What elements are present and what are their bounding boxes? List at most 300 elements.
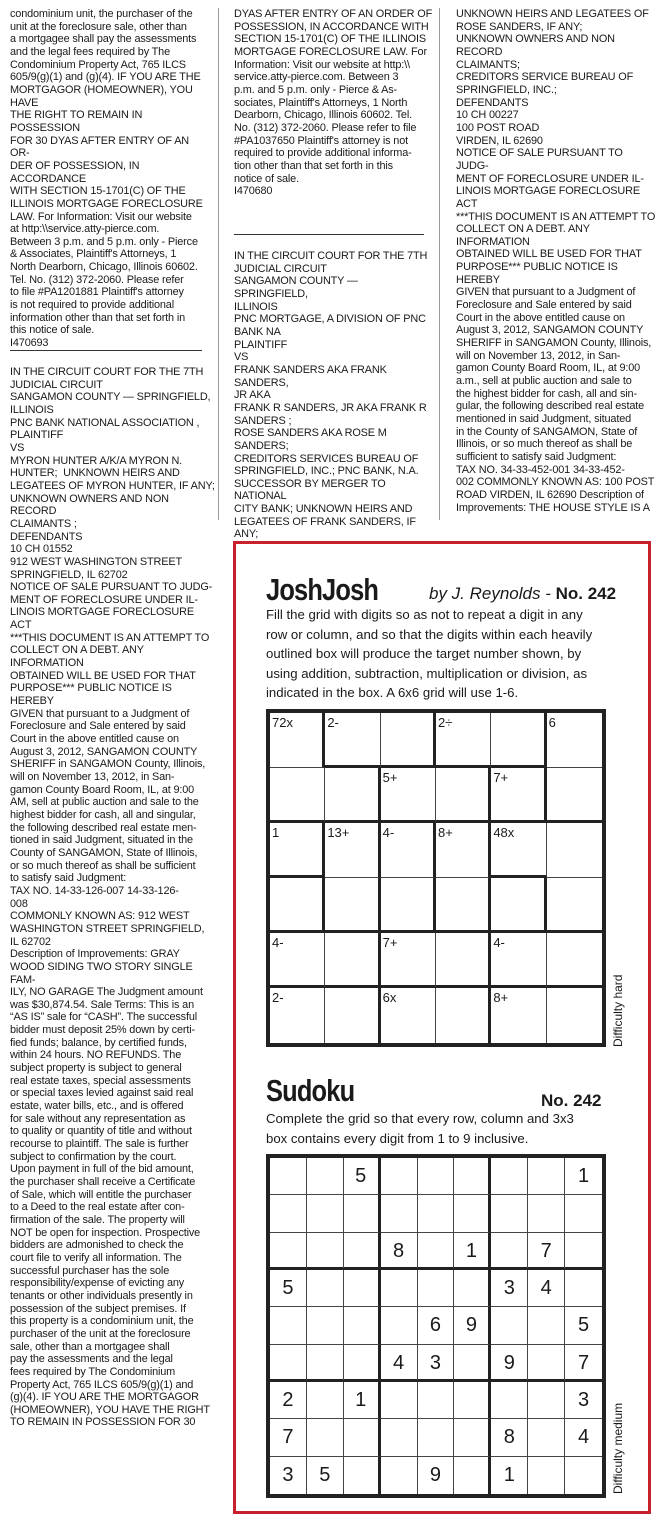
sudoku-cell[interactable]: 1 [454, 1233, 491, 1270]
legal-text-line: VS [234, 351, 249, 364]
sudoku-cell[interactable] [528, 1345, 565, 1382]
legal-text-line: notice of sale. [234, 172, 299, 185]
legal-text-line: bidders are admonished to check the [10, 1239, 184, 1252]
legal-text-line: condominium unit, the purchaser of the [10, 8, 193, 20]
sudoku-cell[interactable]: 9 [454, 1307, 491, 1344]
legal-text-line: 10 CH 01552 [10, 543, 73, 556]
legal-text-line: this notice of sale. [10, 324, 95, 337]
joshjosh-cell[interactable]: 5+ [381, 768, 436, 823]
legal-text-line: ROSE SANDERS AKA ROSE M SANDERS; [234, 427, 390, 452]
legal-text-line: sufficient to satisfy said Judgment: [456, 450, 617, 463]
legal-text-line: SUCCESSOR BY MERGER TO NATIONAL [234, 477, 389, 503]
joshjosh-cell[interactable]: 7+ [381, 933, 436, 988]
sudoku-cell[interactable] [491, 1307, 528, 1344]
joshjosh-grid [266, 709, 606, 1047]
legal-text-line: County of SANGAMON, State of Illinois, [10, 846, 198, 859]
legal-text-line: CITY BANK; UNKNOWN HEIRS AND [234, 503, 413, 516]
legal-text-line: IN THE CIRCUIT COURT FOR THE 7TH [234, 250, 428, 262]
joshjosh-cell[interactable] [436, 988, 491, 1043]
sudoku-cell[interactable] [565, 1457, 602, 1494]
joshjosh-cell[interactable]: 13+ [325, 823, 380, 878]
sudoku-cell[interactable]: 5 [344, 1158, 381, 1195]
joshjosh-cell[interactable] [436, 768, 491, 823]
sudoku-cell[interactable] [344, 1307, 381, 1344]
sudoku-cell[interactable] [270, 1307, 307, 1344]
legal-column-1-top [10, 8, 210, 350]
sudoku-cell[interactable]: 1 [565, 1158, 602, 1195]
legal-text-line: DER OF POSSESSION, IN ACCORDANCE [10, 159, 142, 185]
legal-text-line: CREDITORS SERVICES BUREAU OF [234, 452, 419, 465]
legal-text-line: estate, water bills, etc., and is offered [10, 1100, 184, 1113]
legal-text-line: JUDICIAL CIRCUIT [234, 262, 327, 275]
legal-text-line: Dearborn, Chicago, Illinois 60602. Tel. [234, 109, 412, 122]
sudoku-cell[interactable] [418, 1195, 455, 1232]
legal-text-line: TO REMAIN IN POSSESSION FOR 30 [10, 1416, 196, 1429]
legal-text-line: DEFENDANTS [10, 530, 83, 543]
legal-text-line: I470680 [234, 185, 273, 198]
legal-text-line: #PA1037650 Plaintiff's attorney is not [234, 134, 408, 147]
legal-column-3 [456, 8, 656, 514]
sudoku-cell[interactable] [528, 1195, 565, 1232]
joshjosh-cell[interactable] [436, 878, 491, 933]
sudoku-cell[interactable] [344, 1457, 381, 1494]
legal-text-line: No. (312) 372-2060. Please refer to file [234, 121, 417, 134]
legal-text-line: “AS IS” sale for “CASH”. The successful [10, 1011, 198, 1024]
sudoku-cell[interactable] [344, 1419, 381, 1456]
joshjosh-cell[interactable]: 2- [270, 988, 325, 1043]
legal-text-line: tenants or other individuals presently in [10, 1289, 193, 1302]
sudoku-number: No. 242 [541, 1091, 602, 1110]
legal-text-line: ILY, NO GARAGE The Judgment amount [10, 986, 203, 999]
legal-text-line: UNKNOWN OWNERS AND NON RECORD [10, 492, 172, 518]
puzzles-box [233, 541, 651, 1514]
sudoku-cell[interactable] [381, 1382, 418, 1419]
joshjosh-byline [429, 584, 616, 604]
legal-text-line: NOT be open for inspection. Prospective [10, 1226, 201, 1239]
legal-text-line: unit at the foreclosure sale, other than [10, 20, 187, 33]
sudoku-cell[interactable]: 4 [381, 1345, 418, 1382]
legal-text-line: POSSESSION, IN ACCORDANCE WITH [234, 20, 429, 33]
sudoku-cell[interactable]: 3 [418, 1345, 455, 1382]
joshjosh-cell[interactable]: 1 [270, 823, 325, 878]
sudoku-cell[interactable] [528, 1307, 565, 1344]
joshjosh-cell[interactable]: 4- [381, 823, 436, 878]
legal-text-line: August 3, 2012, SANGAMON COUNTY [10, 745, 198, 758]
legal-text-line: TAX NO. 34-33-452-001 34-33-452- [456, 463, 625, 476]
sudoku-cell[interactable]: 5 [565, 1307, 602, 1344]
sudoku-grid [266, 1154, 606, 1498]
legal-text-line: gular, the following described real estate [456, 400, 645, 413]
legal-text-line: LAW. For Information: Visit our website [10, 210, 192, 223]
legal-text-line: CLAIMANTS ; [10, 517, 77, 530]
sudoku-cell[interactable] [307, 1233, 344, 1270]
sudoku-cell[interactable]: 7 [528, 1233, 565, 1270]
sudoku-cell[interactable] [307, 1307, 344, 1344]
joshjosh-cell[interactable] [547, 933, 602, 988]
legal-text-line: ROSE SANDERS, IF ANY; [456, 20, 583, 33]
legal-text-line: ROAD VIRDEN, IL 62690 Description of [456, 488, 644, 501]
legal-text-line: highest bidder for cash, all and singular, [10, 808, 196, 821]
sudoku-cell[interactable] [454, 1270, 491, 1307]
legal-text-line: service.atty-pierce.com. Between 3 [234, 71, 399, 84]
sudoku-cell[interactable] [381, 1307, 418, 1344]
legal-text-line: SHERIFF in SANGAMON County, Illinois, [10, 758, 206, 771]
joshjosh-cell[interactable]: 6 [547, 713, 602, 768]
sudoku-cell[interactable] [565, 1195, 602, 1232]
legal-text-line: SECTION 15-1701(C) OF THE ILLINOIS [234, 33, 426, 46]
legal-text-line: ILLINOIS MORTGAGE FORECLOSURE [10, 197, 203, 210]
legal-text-line: gamon County Board Room, IL, at 9:00 [456, 362, 641, 375]
legal-text-line: SHERIFF in SANGAMON County, Illinois, [456, 337, 652, 350]
legal-text-line: gamon County Board Room, IL, at 9:00 [10, 783, 195, 796]
sudoku-cell[interactable]: 4 [565, 1419, 602, 1456]
legal-text-line: JR AKA [234, 389, 271, 402]
joshjosh-cell[interactable]: 6x [381, 988, 436, 1043]
joshjosh-number: No. 242 [555, 584, 617, 603]
joshjosh-cell[interactable] [491, 878, 546, 933]
legal-text-line: Court in the above entitled cause on [456, 311, 625, 324]
sudoku-cell[interactable] [491, 1195, 528, 1232]
sudoku-cell[interactable] [491, 1158, 528, 1195]
sudoku-cell[interactable] [344, 1345, 381, 1382]
legal-text-line: to quality or quantity of title and without [10, 1125, 192, 1138]
legal-column-2-top [234, 8, 434, 198]
sudoku-cell[interactable] [418, 1233, 455, 1270]
legal-text-line: Illinois, or so much thereof as shall be [456, 438, 633, 451]
sudoku-cell[interactable] [418, 1419, 455, 1456]
joshjosh-cell[interactable] [547, 823, 602, 878]
legal-text-line: FRANK SANDERS AKA FRANK SANDERS, [234, 363, 390, 389]
legal-text-line: LEGATEES OF MYRON HUNTER, IF ANY; [10, 479, 215, 492]
joshjosh-cell[interactable] [325, 878, 380, 933]
joshjosh-cell[interactable] [325, 768, 380, 823]
legal-text-line: NOTICE OF SALE PURSUANT TO JUDG- [10, 581, 213, 594]
sudoku-cell[interactable] [381, 1195, 418, 1232]
legal-text-line: successful purchaser has the sole [10, 1264, 170, 1277]
legal-text-line: pay the assessments and the legal [10, 1353, 173, 1366]
legal-text-line: subject to confirmation by the court. [10, 1150, 177, 1163]
joshjosh-cell[interactable] [547, 878, 602, 933]
sudoku-cell[interactable]: 4 [528, 1270, 565, 1307]
sudoku-cell[interactable]: 5 [270, 1270, 307, 1307]
sudoku-cell[interactable] [454, 1419, 491, 1456]
sudoku-cell[interactable] [270, 1345, 307, 1382]
legal-text-line: North Dearborn, Chicago, Illinois 60602. [10, 261, 198, 274]
legal-text-line: for sale without any representation as [10, 1112, 186, 1125]
sudoku-cell[interactable] [307, 1195, 344, 1232]
legal-text-line: PURPOSE*** PUBLIC NOTICE IS HEREBY [456, 261, 621, 286]
sudoku-cell[interactable] [454, 1158, 491, 1195]
legal-text-line: the following described real estate men- [10, 821, 197, 834]
legal-text-line: NOTICE OF SALE PURSUANT TO JUDG- [456, 147, 626, 172]
sudoku-cell[interactable] [418, 1270, 455, 1307]
joshjosh-cell[interactable]: 4- [491, 933, 546, 988]
legal-text-line: was $30,874.54. Sale Terms: This is an [10, 998, 194, 1011]
legal-text-line: 002 COMMONLY KNOWN AS: 100 POST [456, 476, 655, 489]
legal-text-line: or special taxes levied against said real [10, 1087, 194, 1100]
sudoku-cell[interactable] [565, 1233, 602, 1270]
sudoku-cell[interactable]: 9 [418, 1457, 455, 1494]
legal-text-line: Foreclosure and Sale entered by said [10, 720, 186, 733]
legal-text-line: 100 POST ROAD [456, 121, 540, 134]
sudoku-cell[interactable] [565, 1270, 602, 1307]
joshjosh-cell[interactable] [381, 878, 436, 933]
legal-text-line: GIVEN that pursuant to a Judgment of [456, 286, 636, 299]
legal-text-line: recourse to plaintiff. The sale is further [10, 1138, 189, 1151]
legal-text-line: will on November 13, 2012, in San- [456, 349, 621, 362]
legal-text-line: JUDICIAL CIRCUIT [10, 378, 103, 391]
joshjosh-cell[interactable]: 8+ [436, 823, 491, 878]
legal-text-line: to a Deed to the real estate after con- [10, 1201, 185, 1214]
legal-text-line: sociates, Plaintiff's Attorneys, 1 North [234, 96, 408, 109]
sudoku-cell[interactable]: 8 [381, 1233, 418, 1270]
legal-text-line: tioned in said Judgment, situated in the [10, 834, 193, 847]
sudoku-cell[interactable] [307, 1270, 344, 1307]
legal-column-2-bottom [234, 250, 434, 541]
sudoku-cell[interactable] [528, 1457, 565, 1494]
legal-text-line: 605/9(g)(1) and (g)(4). IF YOU ARE THE [10, 71, 201, 84]
legal-text-line: WOOD SIDING TWO STORY SINGLE FAM- [10, 960, 196, 986]
legal-text-line: THE RIGHT TO REMAIN IN POSSESSION [10, 109, 146, 134]
column-separator-2 [439, 8, 440, 520]
sudoku-cell[interactable] [418, 1158, 455, 1195]
legal-text-line: CREDITORS SERVICE BUREAU OF [456, 71, 634, 84]
legal-text-line: OBTAINED WILL BE USED FOR THAT [456, 248, 642, 261]
joshjosh-cell[interactable] [325, 933, 380, 988]
legal-text-line: Improvements: THE HOUSE STYLE IS A [456, 501, 650, 514]
joshjosh-author: by J. Reynolds - [429, 584, 556, 603]
sudoku-cell[interactable] [454, 1382, 491, 1419]
sudoku-title: Sudoku [266, 1073, 355, 1108]
legal-text-line: Information: Visit our website at http:\\ [234, 58, 410, 71]
legal-text-line: MORTGAGE FORECLOSURE LAW. For [234, 45, 427, 58]
legal-text-line: MYRON HUNTER A/K/A MYRON N. [10, 454, 183, 467]
joshjosh-cell[interactable] [270, 768, 325, 823]
joshjosh-difficulty: Difficulty hard [611, 974, 625, 1047]
sudoku-cell[interactable] [344, 1195, 381, 1232]
sudoku-cell[interactable] [344, 1270, 381, 1307]
legal-text-line: will on November 13, 2012, in San- [10, 771, 175, 783]
legal-text-line: UNKNOWN OWNERS AND NON RECORD [456, 33, 618, 58]
legal-text-line: p.m. and 5 p.m. only - Pierce & As- [234, 83, 398, 96]
legal-text-line: fied funds; balance, by certified funds, [10, 1036, 187, 1049]
legal-text-line: August 3, 2012, SANGAMON COUNTY [456, 324, 644, 337]
legal-text-line: firmation of the sale. The property will [10, 1213, 185, 1226]
joshjosh-cell[interactable] [547, 768, 602, 823]
legal-text-line: SANDERS ; [234, 414, 292, 427]
sudoku-cell[interactable] [454, 1195, 491, 1232]
sudoku-cell[interactable] [270, 1195, 307, 1232]
legal-text-line: 008 [10, 897, 28, 910]
legal-text-line: MENT OF FORECLOSURE UNDER IL- [10, 593, 198, 606]
legal-text-line: to satisfy said Judgment: [10, 872, 127, 885]
joshjosh-cell[interactable] [491, 713, 546, 768]
sudoku-cell[interactable]: 8 [491, 1419, 528, 1456]
legal-text-line: LINOIS MORTGAGE FORECLOSURE ACT [10, 606, 197, 632]
legal-text-line: real estate taxes, special assessments [10, 1074, 191, 1087]
joshjosh-cell[interactable] [547, 988, 602, 1043]
sudoku-cell[interactable]: 1 [344, 1382, 381, 1419]
legal-text-line: court file to verify all information. The [10, 1251, 182, 1264]
joshjosh-cell[interactable] [270, 878, 325, 933]
legal-text-line: VIRDEN, IL 62690 [456, 134, 543, 147]
legal-text-line: & Associates, Plaintiff's Attorneys, 1 [10, 248, 177, 261]
legal-text-line: COLLECT ON A DEBT. ANY INFORMATION [456, 223, 593, 248]
legal-text-line: HUNTER; UNKNOWN HEIRS AND [10, 467, 180, 480]
legal-text-line: or so much thereof as shall be sufficient [10, 859, 196, 872]
legal-text-line: PNC MORTGAGE, A DIVISION OF PNC [234, 313, 426, 326]
legal-text-line: IL 62702 [10, 935, 51, 948]
legal-text-line: a mortgagee shall pay the assessments [10, 33, 197, 46]
sudoku-cell[interactable] [528, 1382, 565, 1419]
legal-text-line: sale, other than a mortgagee shall [10, 1340, 170, 1353]
sudoku-cell[interactable]: 3 [565, 1382, 602, 1419]
legal-text-line: subject property is subject to general [10, 1062, 182, 1075]
sudoku-cell[interactable]: 3 [491, 1270, 528, 1307]
legal-text-line: PNC BANK NATIONAL ASSOCIATION , [10, 416, 200, 429]
joshjosh-cell[interactable]: 2÷ [436, 713, 491, 768]
sudoku-cell[interactable]: 6 [418, 1307, 455, 1344]
legal-text-line: ILLINOIS [10, 403, 54, 416]
column-1-divider [10, 350, 202, 351]
legal-text-line: tion other than that set forth in this [234, 159, 393, 172]
legal-text-line: ***THIS DOCUMENT IS AN ATTEMPT TO [10, 631, 210, 644]
joshjosh-cell[interactable]: 72x [270, 713, 325, 768]
legal-text-line: Property Act, 765 ILCS 605/9(g)(1) and [10, 1378, 194, 1391]
legal-text-line: the purchaser shall receive a Certificate [10, 1176, 196, 1188]
sudoku-cell[interactable]: 2 [270, 1382, 307, 1419]
legal-column-1-bottom [10, 366, 215, 1429]
joshjosh-cell[interactable]: 48x [491, 823, 546, 878]
legal-text-line: 10 CH 00227 [456, 109, 519, 122]
legal-text-line: Court in the above entitled cause on [10, 733, 179, 746]
legal-text-line: OBTAINED WILL BE USED FOR THAT [10, 669, 196, 682]
sudoku-cell[interactable] [454, 1457, 491, 1494]
sudoku-cell[interactable] [381, 1158, 418, 1195]
legal-text-line: bidder must deposit 25% down by certi- [10, 1024, 195, 1037]
legal-text-line: LINOIS MORTGAGE FORECLOSURE ACT [456, 185, 643, 210]
legal-text-line: WASHINGTON STREET SPRINGFIELD, [10, 922, 205, 935]
legal-text-line: IN THE CIRCUIT COURT FOR THE 7TH [10, 366, 204, 378]
legal-text-line: PURPOSE*** PUBLIC NOTICE IS HEREBY [10, 682, 175, 708]
legal-text-line: fees required by The Condominium [10, 1365, 176, 1378]
legal-text-line: LEGATEES OF FRANK SANDERS, IF ANY; [234, 515, 419, 541]
sudoku-cell[interactable] [381, 1457, 418, 1494]
sudoku-cell[interactable] [344, 1233, 381, 1270]
legal-text-line: I470693 [10, 337, 49, 350]
sudoku-cell[interactable] [528, 1158, 565, 1195]
legal-text-line: ILLINOIS [234, 300, 278, 313]
sudoku-cell[interactable] [307, 1345, 344, 1382]
legal-text-line: SANGAMON COUNTY — SPRINGFIELD, [10, 391, 211, 404]
sudoku-cell[interactable]: 3 [270, 1457, 307, 1494]
column-separator-1 [218, 8, 219, 520]
legal-text-line: SPRINGFIELD, INC.; PNC BANK, N.A. [234, 465, 419, 478]
joshjosh-cell[interactable] [325, 988, 380, 1043]
legal-text-line: Condominium Property Act, 765 ILCS [10, 58, 186, 71]
legal-text-line: Foreclosure and Sale entered by said [456, 299, 632, 312]
sudoku-cell[interactable] [270, 1158, 307, 1195]
sudoku-cell[interactable] [270, 1233, 307, 1270]
legal-text-line: at http:\\service.atty-pierce.com. [10, 223, 160, 236]
legal-text-line: information other than that set forth in [10, 311, 186, 324]
legal-text-line: Description of Improvements: GRAY [10, 948, 180, 961]
legal-text-line: Between 3 p.m. and 5 p.m. only - Pierce [10, 235, 198, 248]
legal-text-line: GIVEN that pursuant to a Judgment of [10, 707, 190, 720]
legal-text-line: purchaser of the unit at the foreclosure [10, 1327, 191, 1340]
legal-text-line: DYAS AFTER ENTRY OF AN ORDER OF [234, 8, 433, 20]
legal-text-line: AM, sell at public auction and sale to the [10, 796, 199, 809]
legal-text-line: within 24 hours. NO REFUNDS. The [10, 1049, 182, 1062]
joshjosh-cell[interactable] [436, 933, 491, 988]
sudoku-cell[interactable] [381, 1419, 418, 1456]
legal-text-line: COLLECT ON A DEBT. ANY INFORMATION [10, 644, 147, 670]
sudoku-cell[interactable] [491, 1233, 528, 1270]
joshjosh-cell[interactable]: 8+ [491, 988, 546, 1043]
legal-text-line: COMMONLY KNOWN AS: 912 WEST [10, 910, 190, 923]
legal-text-line: possession of the subject premises. If [10, 1302, 186, 1315]
joshjosh-title: JoshJosh [266, 572, 379, 607]
sudoku-cell[interactable] [528, 1419, 565, 1456]
legal-text-line: FOR 30 DYAS AFTER ENTRY OF AN OR- [10, 134, 192, 160]
legal-text-line: PLAINTIFF [10, 429, 64, 442]
column-2-divider [234, 234, 424, 235]
legal-text-line: in the County of SANGAMON, State of [456, 425, 638, 438]
joshjosh-cell[interactable]: 4- [270, 933, 325, 988]
joshjosh-cell[interactable]: 7+ [491, 768, 546, 823]
legal-text-line: ***THIS DOCUMENT IS AN ATTEMPT TO [456, 210, 656, 223]
legal-text-line: of Sale, which will entitle the purchaser [10, 1188, 192, 1201]
legal-text-line: SPRINGFIELD, INC.; [456, 83, 557, 96]
legal-text-line: FRANK R SANDERS, JR AKA FRANK R [234, 401, 427, 414]
sudoku-cell[interactable] [418, 1382, 455, 1419]
sudoku-cell[interactable]: 1 [491, 1457, 528, 1494]
sudoku-cell[interactable]: 7 [565, 1345, 602, 1382]
sudoku-cell[interactable] [454, 1345, 491, 1382]
joshjosh-cell[interactable]: 2- [325, 713, 380, 768]
legal-text-line: PLAINTIFF [234, 338, 288, 351]
sudoku-cell[interactable] [491, 1382, 528, 1419]
sudoku-cell[interactable] [307, 1419, 344, 1456]
legal-text-line: (g)(4). IF YOU ARE THE MORTGAGOR [10, 1391, 199, 1404]
legal-text-line: responsibility/expense of evicting any [10, 1277, 185, 1290]
sudoku-cell[interactable] [381, 1270, 418, 1307]
legal-text-line: Tel. No. (312) 372-2060. Please refer [10, 273, 184, 286]
legal-text-line: UNKNOWN HEIRS AND LEGATEES OF [456, 8, 649, 20]
sudoku-cell[interactable]: 7 [270, 1419, 307, 1456]
legal-text-line: (HOMEOWNER), YOU HAVE THE RIGHT [10, 1403, 210, 1416]
sudoku-cell[interactable] [307, 1382, 344, 1419]
sudoku-instructions: Complete the grid so that every row, column and 3x3 box contains every digit from 1 to 9 inclusive. [266, 1111, 574, 1146]
sudoku-cell[interactable]: 9 [491, 1345, 528, 1382]
sudoku-cell[interactable] [307, 1158, 344, 1195]
legal-text-line: a.m., sell at public auction and sale to [456, 375, 632, 388]
sudoku-cell[interactable]: 5 [307, 1457, 344, 1494]
legal-text-line: WITH SECTION 15-1701(C) OF THE [10, 185, 186, 198]
legal-text-line: CLAIMANTS; [456, 58, 520, 71]
legal-text-line: the highest bidder for cash, all and sin- [456, 387, 637, 400]
legal-text-line: required to provide additional informa- [234, 147, 412, 160]
legal-text-line: MENT OF FORECLOSURE UNDER IL- [456, 172, 644, 185]
legal-text-line: MORTGAGOR (HOMEOWNER), YOU HAVE [10, 83, 196, 109]
legal-text-line: DEFENDANTS [456, 96, 529, 109]
joshjosh-cell[interactable] [381, 713, 436, 768]
joshjosh-instructions: Fill the grid with digits so as not to repeat a digit in any row or column, and so that the digits within each heavily outlined box will produce the target number shown, by using addition, subtraction, multiplication or division, as indicated in the box. A 6x6 grid will use 1-6. [266, 607, 593, 700]
legal-text-line: VS [10, 441, 25, 454]
legal-text-line: is not required to provide additional [10, 299, 174, 312]
legal-text-line: this property is a condominium unit, the [10, 1315, 194, 1328]
legal-text-line: and the legal fees required by The [10, 45, 170, 58]
